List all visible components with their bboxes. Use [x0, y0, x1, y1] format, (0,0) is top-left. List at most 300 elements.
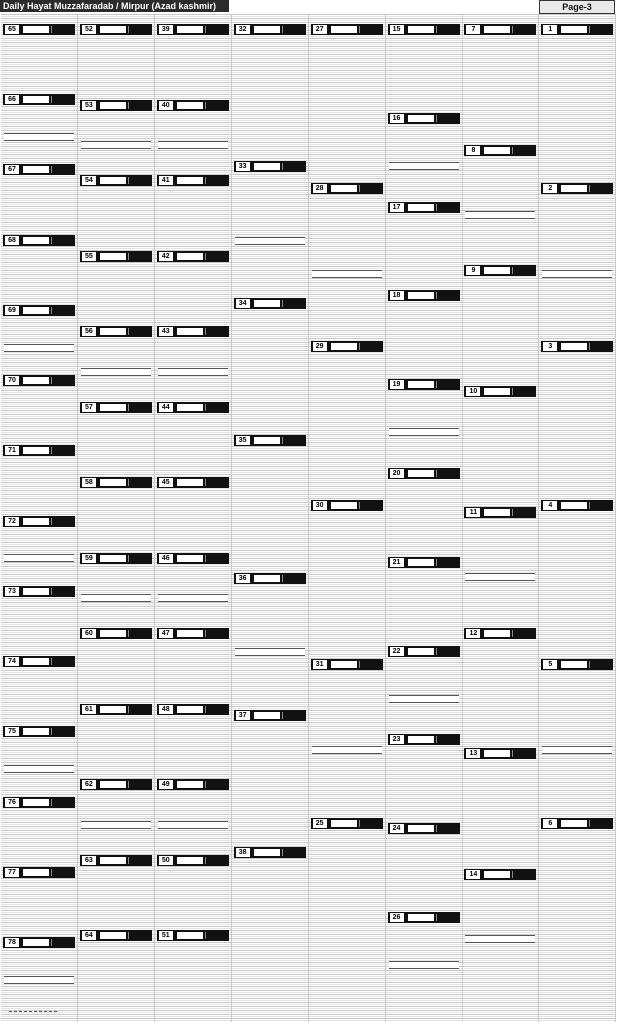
ad-blank-box: [484, 630, 510, 637]
ad-heading-strip: [51, 728, 73, 735]
ad-number: 2: [543, 184, 557, 193]
classified-ad-band: [3, 656, 75, 667]
ad-heading-strip: [205, 555, 227, 562]
ad-heading-strip: [128, 630, 150, 637]
classified-ad-band: [3, 305, 75, 316]
ad-heading-strip: [205, 102, 227, 109]
ad-number: 46: [159, 554, 173, 563]
classified-ad-band: [234, 847, 306, 858]
ad-blank-box: [561, 502, 587, 509]
column-text-lines: [539, 14, 615, 1022]
ad-blank-box: [408, 914, 434, 921]
ad-number: 62: [82, 780, 96, 789]
ad-blank-box: [254, 437, 280, 444]
classified-ad-band: [388, 734, 460, 745]
classified-ad-band: [80, 326, 152, 337]
notice-divider: [4, 133, 74, 141]
ad-blank-box: [408, 470, 434, 477]
notice-divider: [158, 368, 228, 376]
ad-number: 38: [236, 848, 250, 857]
ad-heading-strip: [436, 914, 458, 921]
notice-divider: [158, 594, 228, 602]
ad-number: 5: [543, 660, 557, 669]
news-column: [539, 14, 616, 1022]
ad-number: 17: [390, 203, 404, 212]
classified-ad-band: [464, 507, 536, 518]
ad-number: 11: [466, 508, 480, 517]
classified-ad-band: [3, 797, 75, 808]
ad-heading-strip: [359, 185, 381, 192]
ad-blank-box: [100, 630, 126, 637]
classified-ad-band: [234, 710, 306, 721]
ad-heading-strip: [51, 166, 73, 173]
ad-blank-box: [23, 518, 49, 525]
ad-number: 69: [5, 306, 19, 315]
notice-divider: [465, 573, 535, 581]
ad-blank-box: [408, 648, 434, 655]
ad-heading-strip: [512, 267, 534, 274]
ad-heading-strip: [282, 849, 304, 856]
ad-blank-box: [408, 559, 434, 566]
notice-divider: [4, 976, 74, 984]
ad-number: 61: [82, 705, 96, 714]
ad-number: 15: [390, 25, 404, 34]
ad-heading-strip: [51, 377, 73, 384]
ad-blank-box: [100, 479, 126, 486]
ad-heading-strip: [436, 204, 458, 211]
classified-ad-band: [80, 553, 152, 564]
classified-ad-band: [3, 164, 75, 175]
ad-number: 44: [159, 403, 173, 412]
ad-heading-strip: [128, 177, 150, 184]
notice-divider: [4, 765, 74, 773]
ad-heading-strip: [359, 502, 381, 509]
ad-number: 42: [159, 252, 173, 261]
ad-number: 78: [5, 938, 19, 947]
ad-heading-strip: [436, 292, 458, 299]
ad-number: 48: [159, 705, 173, 714]
classified-ad-band: [388, 646, 460, 657]
notice-divider: [389, 695, 459, 703]
ad-blank-box: [177, 253, 203, 260]
ad-blank-box: [561, 26, 587, 33]
classified-ad-band: [311, 659, 383, 670]
classified-ad-band: [157, 553, 229, 564]
notice-divider: [235, 648, 305, 656]
classified-ad-band: [541, 341, 613, 352]
classified-ad-band: [464, 869, 536, 880]
ad-number: 75: [5, 727, 19, 736]
ad-blank-box: [177, 479, 203, 486]
ad-number: 55: [82, 252, 96, 261]
classified-ad-band: [80, 628, 152, 639]
ad-number: 27: [313, 25, 327, 34]
ad-heading-strip: [282, 300, 304, 307]
ad-blank-box: [100, 555, 126, 562]
ad-number: 7: [466, 25, 480, 34]
ad-number: 39: [159, 25, 173, 34]
ad-blank-box: [100, 706, 126, 713]
ad-blank-box: [177, 328, 203, 335]
classified-ad-band: [3, 24, 75, 35]
classified-columns: [1, 14, 616, 1022]
classified-ad-band: [234, 573, 306, 584]
ad-heading-strip: [282, 163, 304, 170]
ad-number: 43: [159, 327, 173, 336]
classified-ad-band: [464, 386, 536, 397]
notice-divider: [81, 821, 151, 829]
ad-blank-box: [408, 736, 434, 743]
notice-divider: [235, 237, 305, 245]
ad-blank-box: [177, 857, 203, 864]
ad-number: 51: [159, 931, 173, 940]
ad-blank-box: [100, 404, 126, 411]
ad-blank-box: [23, 96, 49, 103]
ad-heading-strip: [512, 509, 534, 516]
ad-number: 20: [390, 469, 404, 478]
ad-blank-box: [177, 706, 203, 713]
ad-heading-strip: [436, 648, 458, 655]
ad-blank-box: [177, 781, 203, 788]
ad-number: 76: [5, 798, 19, 807]
classified-ad-band: [541, 818, 613, 829]
ad-number: 30: [313, 501, 327, 510]
ad-heading-strip: [51, 237, 73, 244]
news-column: [462, 14, 539, 1022]
classified-ad-band: [464, 24, 536, 35]
ad-number: 50: [159, 856, 173, 865]
ad-number: 70: [5, 376, 19, 385]
ad-blank-box: [254, 163, 280, 170]
ad-blank-box: [331, 661, 357, 668]
ad-blank-box: [484, 388, 510, 395]
ad-blank-box: [254, 26, 280, 33]
ad-number: 32: [236, 25, 250, 34]
ad-blank-box: [408, 26, 434, 33]
ad-blank-box: [23, 166, 49, 173]
classified-ad-band: [541, 24, 613, 35]
ad-number: 34: [236, 299, 250, 308]
classified-ad-band: [80, 930, 152, 941]
classified-ad-band: [3, 94, 75, 105]
ad-heading-strip: [128, 479, 150, 486]
ad-heading-strip: [436, 115, 458, 122]
ad-blank-box: [23, 658, 49, 665]
ad-blank-box: [23, 237, 49, 244]
ad-blank-box: [100, 857, 126, 864]
news-column: [78, 14, 155, 1022]
classified-ad-band: [80, 175, 152, 186]
ad-number: 53: [82, 101, 96, 110]
signature-mark: [9, 997, 57, 1012]
ad-number: 8: [466, 146, 480, 155]
ad-heading-strip: [512, 26, 534, 33]
classified-ad-band: [311, 500, 383, 511]
ad-heading-strip: [128, 781, 150, 788]
classified-ad-band: [541, 659, 613, 670]
ad-heading-strip: [205, 857, 227, 864]
ad-blank-box: [100, 253, 126, 260]
classified-ad-band: [157, 628, 229, 639]
classified-ad-band: [3, 867, 75, 878]
notice-divider: [81, 368, 151, 376]
ad-heading-strip: [51, 658, 73, 665]
classified-ad-band: [80, 704, 152, 715]
ad-number: 21: [390, 558, 404, 567]
classified-ad-band: [3, 586, 75, 597]
ad-heading-strip: [436, 470, 458, 477]
notice-divider: [389, 428, 459, 436]
ad-heading-strip: [436, 736, 458, 743]
classified-ad-band: [157, 779, 229, 790]
ad-blank-box: [254, 575, 280, 582]
ad-number: 65: [5, 25, 19, 34]
ad-number: 72: [5, 517, 19, 526]
classified-ad-band: [3, 516, 75, 527]
ad-heading-strip: [205, 328, 227, 335]
ad-heading-strip: [282, 437, 304, 444]
ad-blank-box: [100, 328, 126, 335]
classified-ad-band: [311, 183, 383, 194]
classified-ad-band: [388, 202, 460, 213]
news-column: [155, 14, 232, 1022]
ad-blank-box: [254, 300, 280, 307]
ad-number: 60: [82, 629, 96, 638]
classified-ad-band: [311, 818, 383, 829]
ad-blank-box: [484, 147, 510, 154]
notice-divider: [542, 270, 612, 278]
ad-blank-box: [177, 404, 203, 411]
ad-heading-strip: [589, 185, 611, 192]
news-column: [232, 14, 309, 1022]
classified-ad-band: [157, 24, 229, 35]
classified-ad-band: [388, 557, 460, 568]
ad-heading-strip: [205, 253, 227, 260]
notice-divider: [312, 270, 382, 278]
ad-number: 18: [390, 291, 404, 300]
ad-number: 4: [543, 501, 557, 510]
ad-blank-box: [23, 799, 49, 806]
ad-number: 59: [82, 554, 96, 563]
ad-heading-strip: [589, 820, 611, 827]
ad-heading-strip: [282, 575, 304, 582]
ad-number: 63: [82, 856, 96, 865]
ad-heading-strip: [589, 26, 611, 33]
ad-number: 68: [5, 236, 19, 245]
ad-heading-strip: [436, 26, 458, 33]
ad-number: 54: [82, 176, 96, 185]
ad-heading-strip: [205, 177, 227, 184]
ad-heading-strip: [282, 712, 304, 719]
classified-ad-band: [388, 113, 460, 124]
classified-ad-band: [388, 24, 460, 35]
ad-blank-box: [408, 381, 434, 388]
news-column: [1, 14, 78, 1022]
ad-blank-box: [177, 555, 203, 562]
classified-ad-band: [80, 251, 152, 262]
ad-heading-strip: [589, 502, 611, 509]
ad-heading-strip: [359, 820, 381, 827]
ad-heading-strip: [51, 26, 73, 33]
ad-number: 71: [5, 446, 19, 455]
classified-ad-band: [157, 855, 229, 866]
ad-blank-box: [561, 820, 587, 827]
ad-heading-strip: [128, 857, 150, 864]
notice-divider: [81, 141, 151, 149]
classified-ad-band: [157, 704, 229, 715]
ad-blank-box: [484, 509, 510, 516]
ad-blank-box: [100, 26, 126, 33]
ad-number: 26: [390, 913, 404, 922]
ad-heading-strip: [51, 588, 73, 595]
classified-ad-band: [541, 500, 613, 511]
classified-ad-band: [464, 628, 536, 639]
ad-blank-box: [100, 932, 126, 939]
ad-blank-box: [254, 849, 280, 856]
classified-ad-band: [388, 912, 460, 923]
ad-blank-box: [100, 102, 126, 109]
classified-ad-band: [80, 779, 152, 790]
ad-blank-box: [331, 26, 357, 33]
ad-heading-strip: [128, 555, 150, 562]
ad-heading-strip: [128, 253, 150, 260]
ad-heading-strip: [128, 706, 150, 713]
classified-ad-band: [234, 24, 306, 35]
ad-blank-box: [23, 377, 49, 384]
ad-number: 73: [5, 587, 19, 596]
ad-blank-box: [177, 102, 203, 109]
classified-ad-band: [157, 477, 229, 488]
ad-blank-box: [561, 661, 587, 668]
newspaper-masthead: Daily Hayat Muzzafaradab / Mirpur (Azad kashmir): [0, 0, 229, 12]
ad-number: 37: [236, 711, 250, 720]
ad-heading-strip: [128, 932, 150, 939]
ad-number: 74: [5, 657, 19, 666]
classified-ad-band: [80, 402, 152, 413]
notice-divider: [465, 211, 535, 219]
classified-ad-band: [3, 445, 75, 456]
notice-divider: [465, 935, 535, 943]
classified-ad-band: [3, 726, 75, 737]
ad-heading-strip: [205, 404, 227, 411]
classified-ad-band: [388, 379, 460, 390]
ad-number: 28: [313, 184, 327, 193]
ad-number: 67: [5, 165, 19, 174]
classified-ad-band: [157, 930, 229, 941]
ad-heading-strip: [51, 307, 73, 314]
column-text-lines: [309, 14, 385, 1022]
ad-number: 29: [313, 342, 327, 351]
ad-heading-strip: [436, 381, 458, 388]
ad-number: 9: [466, 266, 480, 275]
notice-divider: [158, 821, 228, 829]
classified-ad-band: [80, 477, 152, 488]
ad-number: 12: [466, 629, 480, 638]
ad-heading-strip: [512, 147, 534, 154]
classified-ad-band: [157, 251, 229, 262]
notice-divider: [389, 162, 459, 170]
ad-blank-box: [177, 177, 203, 184]
notice-divider: [389, 961, 459, 969]
notice-divider: [312, 746, 382, 754]
classified-ad-band: [234, 298, 306, 309]
ad-heading-strip: [589, 661, 611, 668]
ad-heading-strip: [512, 750, 534, 757]
ad-heading-strip: [51, 869, 73, 876]
ad-number: 33: [236, 162, 250, 171]
ad-blank-box: [408, 825, 434, 832]
page-number: Page-3: [539, 0, 615, 14]
ad-blank-box: [177, 630, 203, 637]
classified-ad-band: [3, 375, 75, 386]
classified-ad-band: [3, 235, 75, 246]
ad-heading-strip: [436, 559, 458, 566]
ad-number: 13: [466, 749, 480, 758]
classified-ad-band: [80, 855, 152, 866]
ad-heading-strip: [436, 825, 458, 832]
ad-blank-box: [331, 820, 357, 827]
ad-number: 45: [159, 478, 173, 487]
news-column: [386, 14, 463, 1022]
ad-number: 23: [390, 735, 404, 744]
classified-ad-band: [311, 341, 383, 352]
classified-ad-band: [157, 326, 229, 337]
ad-number: 77: [5, 868, 19, 877]
ad-heading-strip: [205, 932, 227, 939]
ad-heading-strip: [205, 479, 227, 486]
ad-heading-strip: [359, 661, 381, 668]
classified-ad-band: [311, 24, 383, 35]
ad-number: 57: [82, 403, 96, 412]
column-text-lines: [78, 14, 154, 1022]
ad-heading-strip: [512, 630, 534, 637]
ad-heading-strip: [128, 328, 150, 335]
ad-number: 49: [159, 780, 173, 789]
ad-heading-strip: [51, 939, 73, 946]
ad-blank-box: [331, 343, 357, 350]
ad-number: 19: [390, 380, 404, 389]
classified-ad-band: [464, 145, 536, 156]
ad-blank-box: [23, 447, 49, 454]
ad-heading-strip: [128, 102, 150, 109]
ad-blank-box: [23, 869, 49, 876]
classified-ad-band: [234, 161, 306, 172]
ad-number: 6: [543, 819, 557, 828]
ad-number: 40: [159, 101, 173, 110]
ad-heading-strip: [51, 96, 73, 103]
ad-number: 35: [236, 436, 250, 445]
ad-blank-box: [408, 204, 434, 211]
ad-number: 3: [543, 342, 557, 351]
ad-number: 31: [313, 660, 327, 669]
news-column: [309, 14, 386, 1022]
ad-number: 16: [390, 114, 404, 123]
classified-ad-band: [464, 265, 536, 276]
ad-number: 14: [466, 870, 480, 879]
classified-ad-band: [234, 435, 306, 446]
ad-number: 47: [159, 629, 173, 638]
notice-divider: [4, 344, 74, 352]
ad-heading-strip: [512, 388, 534, 395]
ad-blank-box: [23, 728, 49, 735]
ad-blank-box: [561, 185, 587, 192]
ad-blank-box: [177, 26, 203, 33]
classified-ad-band: [157, 402, 229, 413]
classified-ad-band: [157, 175, 229, 186]
ad-number: 22: [390, 647, 404, 656]
classified-ad-band: [388, 290, 460, 301]
ad-heading-strip: [205, 630, 227, 637]
